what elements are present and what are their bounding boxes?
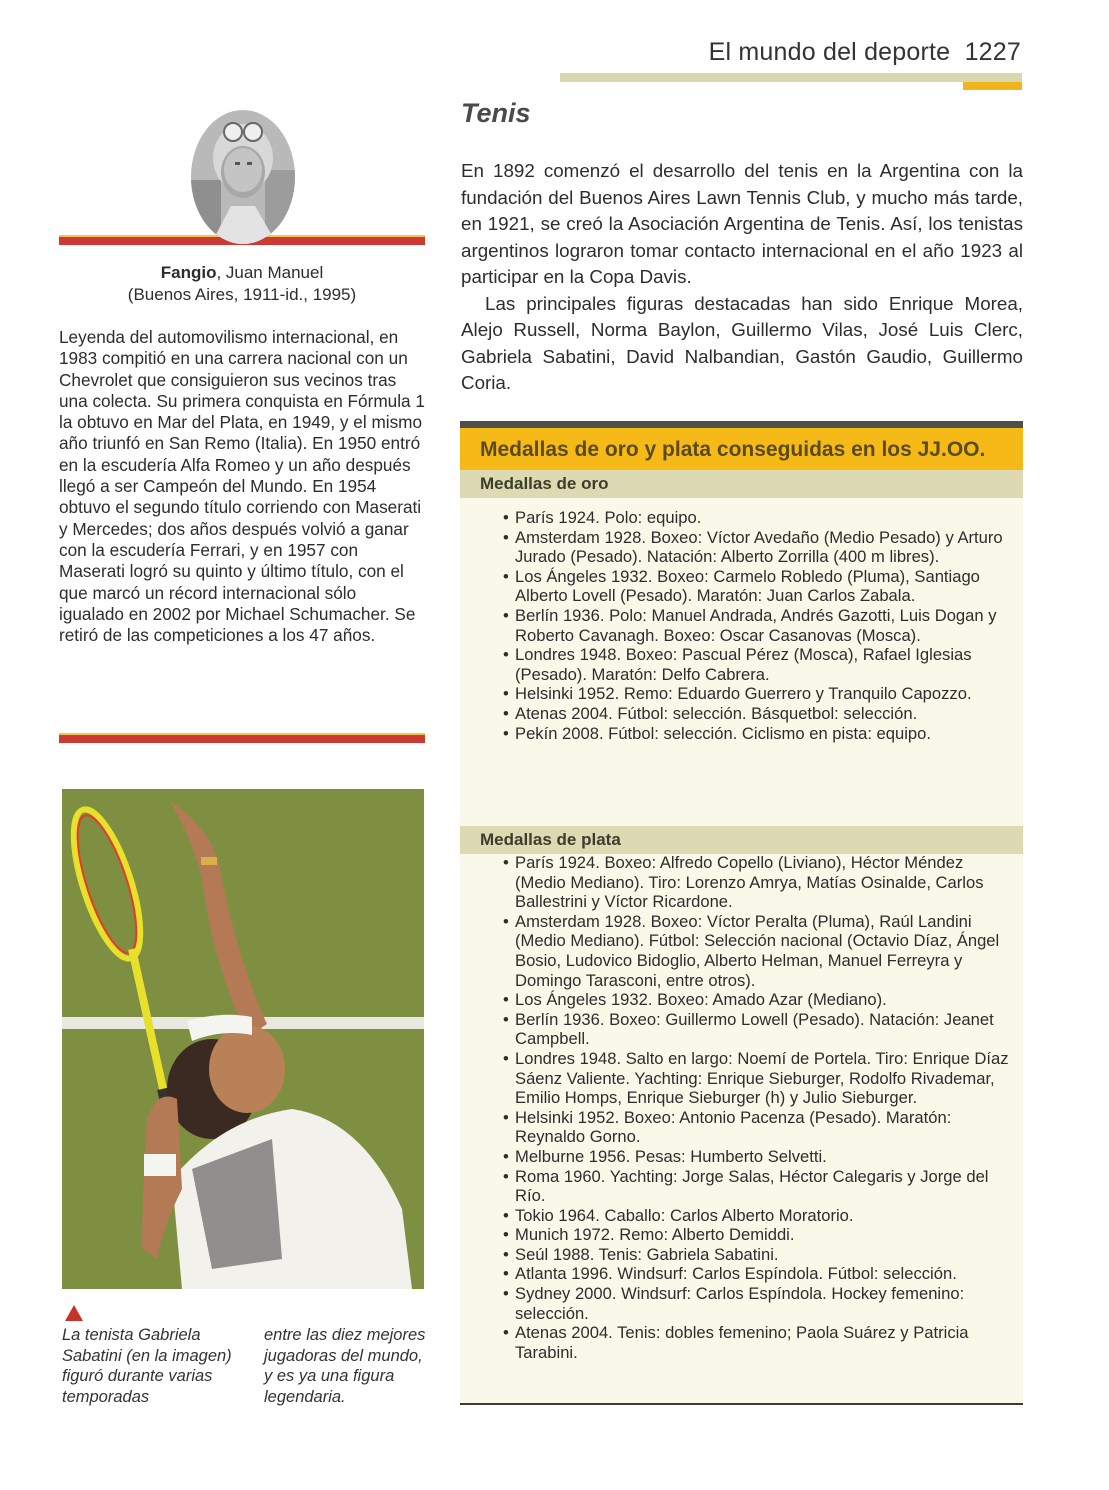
bullet-icon: • — [503, 527, 509, 547]
list-item-text: Amsterdam 1928. Boxeo: Víctor Avedaño (Medio Pesado) y Arturo Jurado (Pesado). Natación: Alberto Zorrilla (400 m libres). — [515, 527, 1003, 567]
list-item — [460, 1167, 1023, 1206]
photo-caption-part2: entre las diez mejores jugadoras del mundo, y es ya una figura legendaria. — [264, 1326, 426, 1406]
list-item-text: Helsinki 1952. Remo: Eduardo Guerrero y Tranquilo Capozzo. — [515, 684, 972, 704]
bullet-icon: • — [503, 703, 509, 723]
list-item-text: Los Ángeles 1932. Boxeo: Amado Azar (Mediano). — [515, 990, 887, 1010]
list-item — [460, 1225, 1023, 1245]
silver-medals-list — [460, 853, 1023, 1362]
medals-box-title: Medallas de oro y plata conseguidas en los JJ.OO. — [460, 428, 1023, 470]
bullet-icon: • — [503, 1264, 509, 1284]
list-item-text: Sydney 2000. Windsurf: Carlos Espíndola. Hockey femenino: selección. — [515, 1284, 965, 1323]
tenis-paragraph: Las principales figuras destacadas han sido Enrique Morea, Alejo Russell, Norma Baylon, Guillermo Vilas, José Luis Clerc, Gabriela Sabatini, David Nalbandian, Gastón Gaudio, Guillermo Coria. — [461, 292, 1023, 393]
box-bottom-rule — [460, 1403, 1023, 1405]
list-item — [460, 1010, 1023, 1049]
list-item-text: Los Ángeles 1932. Boxeo: Carmelo Robledo (Pluma), Santiago Alberto Lovell (Pesado). Maratón: Juan Carlos Zabala. — [515, 566, 980, 606]
bullet-icon: • — [503, 853, 509, 872]
list-item-text: París 1924. Boxeo: Alfredo Copello (Liviano), Héctor Méndez (Medio Mediano). Tiro: Lorenzo Amrya, Matías Osinalde, Carlos Ballestrini y Víctor Ricardone. — [515, 853, 984, 912]
list-item — [460, 1264, 1023, 1284]
list-item — [460, 684, 1023, 704]
bullet-icon: • — [503, 911, 509, 931]
list-item-text: Pekín 2008. Fútbol: selección. Ciclismo en pista: equipo. — [515, 723, 931, 743]
bio-surname: Fangio — [160, 263, 217, 282]
list-item — [460, 1049, 1023, 1108]
caption-triangle-icon — [65, 1305, 83, 1321]
list-item — [460, 1284, 1023, 1323]
gold-medals-heading: Medallas de oro — [460, 470, 1023, 498]
box-top-rule — [460, 421, 1023, 428]
red-divider-bottom — [59, 733, 425, 743]
page-number: 1227 — [964, 38, 1021, 66]
list-item — [460, 567, 1023, 606]
bullet-icon: • — [503, 723, 509, 743]
header-rule — [560, 73, 1022, 82]
list-item-text: Atlanta 1996. Windsurf: Carlos Espíndola. Fútbol: selección. — [515, 1264, 957, 1284]
list-item-text: Roma 1960. Yachting: Jorge Salas, Héctor Calegaris y Jorge del Río. — [515, 1166, 989, 1206]
list-item-text: Melburne 1956. Pesas: Humberto Selvetti. — [515, 1146, 827, 1166]
bullet-icon: • — [503, 990, 509, 1010]
list-item — [460, 853, 1023, 912]
list-item — [460, 1108, 1023, 1147]
bullet-icon: • — [503, 1107, 509, 1127]
running-header — [709, 38, 1021, 67]
sabatini-photo — [62, 789, 424, 1289]
section-title: El mundo del deporte — [708, 38, 951, 66]
bullet-icon: • — [503, 1284, 509, 1304]
biography-heading — [59, 262, 425, 306]
list-item — [460, 645, 1023, 684]
gold-medals-list — [460, 508, 1023, 743]
tenis-paragraph: En 1892 comenzó el desarrollo del tenis en la Argentina con la fundación del Buenos Aires Lawn Tennis Club, y mucho más tarde, en 1921, se creó la Asociación Argentina de Tenis. Así, los tenistas argentinos lograron tomar contacto internacional en el año 1923 al participar en la Copa Davis. — [461, 160, 1023, 287]
list-item-text: Atenas 2004. Tenis: dobles femenino; Paola Suárez y Patricia Tarabini. — [515, 1323, 969, 1362]
bullet-icon: • — [503, 508, 509, 527]
bullet-icon: • — [503, 1009, 509, 1029]
fangio-portrait — [191, 110, 295, 244]
bio-dates: (Buenos Aires, 1911-id., 1995) — [127, 285, 357, 304]
biography-text: Leyenda del automovilismo internacional, en 1983 compitió en una carrera nacional con un Chevrolet que consiguieron sus vecinos tras una colecta. Su primera conquista en Fórmula 1 la obtuvo en Mar del Plata, en 1949, y el mismo año triunfó en San Remo (Italia). En 1950 entró en la escudería Alfa Romeo y un año después llegó a ser Campeón del Mundo. En 1954 obtuvo el segundo título corriendo con Maserati y Mercedes; dos años después volvió a ganar con la escudería Ferrari, y en 1957 con Maserati logró su quinto y último título, con el que marcó un récord internacional sólo igualado en 2002 por Michael Schumacher. Se retiró de las competiciones a los 47 años. — [59, 327, 425, 646]
bullet-icon: • — [503, 1205, 509, 1225]
list-item — [460, 1245, 1023, 1265]
bullet-icon: • — [503, 684, 509, 704]
tenis-body — [461, 158, 1023, 397]
bullet-icon: • — [503, 645, 509, 665]
bullet-icon: • — [503, 1225, 509, 1245]
bullet-icon: • — [503, 1323, 509, 1343]
bullet-icon: • — [503, 1244, 509, 1264]
list-item-text: Tokio 1964. Caballo: Carlos Alberto Moratorio. — [515, 1205, 854, 1225]
tennis-player-image — [62, 789, 424, 1289]
list-item-text: Londres 1948. Salto en largo: Noemí de Portela. Tiro: Enrique Díaz Sáenz Valiente. Yachting: Enrique Sieburger, Rodolfo Rivademar, Emilio Homps, Enrique Sieburger (h) y Julio Sieburger. — [515, 1048, 1009, 1108]
list-item — [460, 606, 1023, 645]
section-heading-tenis: Tenis — [461, 98, 531, 128]
list-item-text: Munich 1972. Remo: Alberto Demiddi. — [515, 1225, 795, 1245]
list-item-text: Amsterdam 1928. Boxeo: Víctor Peralta (Pluma), Raúl Landini (Medio Mediano). Fútbol: Selección nacional (Octavio Díaz, Ángel Bosio, Ludovico Bidoglio, Alberto Helman, Manuel Ferreyra y Domingo Tarasconi, entre otros). — [515, 911, 1000, 990]
portrait-image — [191, 110, 295, 244]
list-item — [460, 1323, 1023, 1362]
list-item — [460, 704, 1023, 724]
bullet-icon: • — [503, 605, 509, 625]
list-item — [460, 528, 1023, 567]
bullet-icon: • — [503, 1146, 509, 1166]
bullet-icon: • — [503, 1166, 509, 1186]
bio-given-name: , Juan Manuel — [216, 263, 324, 282]
list-item — [460, 990, 1023, 1010]
list-item-text: Helsinki 1952. Boxeo: Antonio Pacenza (Pesado). Maratón: Reynaldo Gorno. — [515, 1107, 952, 1147]
list-item-text: París 1924. Polo: equipo. — [515, 508, 702, 527]
list-item-text: Berlín 1936. Polo: Manuel Andrada, Andrés Gazotti, Luis Dogan y Roberto Cavanagh. Boxeo: Oscar Casanovas (Mosca). — [515, 605, 997, 645]
list-item-text: Atenas 2004. Fútbol: selección. Básquetbol: selección. — [515, 703, 918, 723]
list-item — [460, 1206, 1023, 1226]
bullet-icon: • — [503, 566, 509, 586]
photo-caption-part1: La tenista Gabriela Sabatini (en la imagen) figuró durante varias temporadas — [62, 1326, 232, 1406]
bullet-icon: • — [503, 1048, 509, 1068]
list-item-text: Berlín 1936. Boxeo: Guillermo Lowell (Pesado). Natación: Jeanet Campbell. — [515, 1009, 994, 1049]
list-item — [460, 1147, 1023, 1167]
list-item-text: Londres 1948. Boxeo: Pascual Pérez (Mosca), Rafael Iglesias (Pesado). Maratón: Delfo Cabrera. — [515, 645, 972, 684]
list-item — [460, 724, 1023, 744]
header-accent-bar — [963, 82, 1022, 90]
medals-box — [460, 421, 1023, 1405]
list-item-text: Seúl 1988. Tenis: Gabriela Sabatini. — [515, 1244, 779, 1264]
silver-medals-heading: Medallas de plata — [460, 826, 1023, 854]
list-item — [460, 508, 1023, 528]
list-item — [460, 912, 1023, 990]
